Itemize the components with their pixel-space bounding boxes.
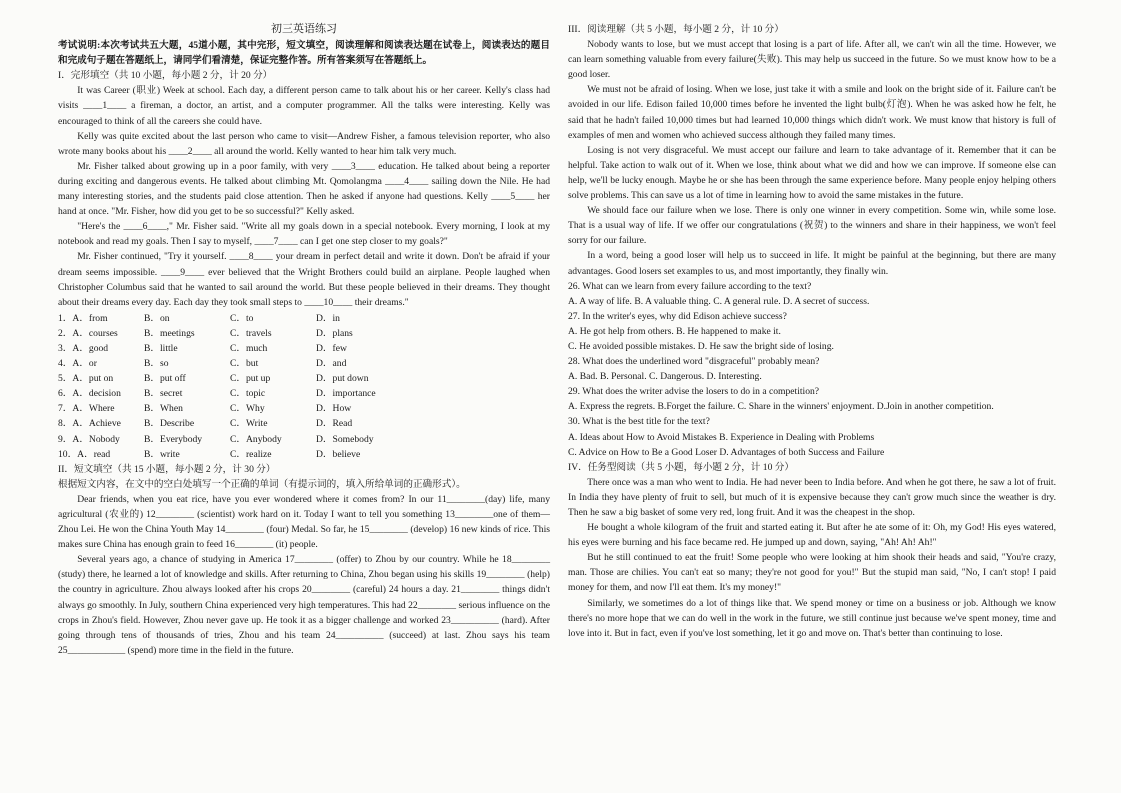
option: B．meetings <box>144 327 195 339</box>
task-paragraph: Similarly, we sometimes do a lot of things like that. We spend money or time on a business or job. Although we know there's no more hope that we can do well in the work in the future, we still continue just because we've spent money, time and love into it. But in fact, even if you've lost something, let it go and move on. That's better than continuing to lose. <box>568 597 1056 639</box>
option: 5．A．put on <box>58 373 114 385</box>
exam-instructions: 考试说明:本次考试共五大题，45道小题，其中完形，短文填空，阅读理解和阅读表达题在试卷上，阅读表达的题目和完成句子题在答题纸上，请同学们看清楚，保证完整作答。所有答案须写在答题纸上。 <box>58 40 550 67</box>
option: C．much <box>230 342 268 354</box>
cloze-paragraph: Mr. Fisher talked about growing up in a poor family, with very ____3____ education. He talked about being a reporter during exciting and dangerous events. He talked about climbing Mt. Qomolangma ____4____ sailing down the Nile. He had many interesting stories, and the students paid close attention. Then he asked if anyone had questions. Kelly ____5____ her hand at once. "Mr. Fisher, how did you get to be so successful?" Kelly asked. <box>58 160 550 218</box>
option: D．How <box>316 403 352 415</box>
question-line: A. Express the regrets. B.Forget the failure. C. Share in the winners' enjoyment. D.Join in another competition. <box>568 401 994 413</box>
option: 6．A．decision <box>58 388 121 400</box>
question-line: A. Ideas about How to Avoid Mistakes B. Experience in Dealing with Problems <box>568 431 875 443</box>
question-line: C. He avoided possible mistakes. D. He saw the bright side of losing. <box>568 340 834 352</box>
cloze-paragraph: Mr. Fisher continued, "Try it yourself. ____8____ your dream in perfect detail and write it down. Don't be afraid if your dream seems impossible. ____9____ ever believed that the Wright Brothers could build an airplane. People laughed when Christopher Columbus said that he wanted to sail around the world. But these people believed in their dreams. They thought about their dreams every day. Each day they took small steps to ____10____ their dreams." <box>58 251 550 308</box>
question-line: A. A way of life. B. A valuable thing. C. A general rule. D. A secret of success. <box>568 295 870 307</box>
option: D．put down <box>316 373 369 385</box>
option: D．importance <box>316 388 376 400</box>
option: C．Why <box>230 403 265 415</box>
reading-paragraph: Losing is not very disgraceful. We must accept our failure and learn to take advantage of it. Remember that it can be helpful. Take action to walk out of it. When we lose, think about what we did and how we can improve. If someone else can help, we'll be lucky enough. Maybe he or she has been through the same experience before. Many people enjoy helping others solve problems. This can save us a lot of time in learning how to avoid the same mistakes in the future. <box>568 144 1056 202</box>
page-title: 初三英语练习 <box>271 23 337 35</box>
left-column <box>58 22 550 658</box>
option: C．but <box>230 358 259 370</box>
option: 3．A．good <box>58 342 109 354</box>
option: C．to <box>230 312 254 324</box>
right-column <box>568 22 1056 641</box>
question-line: 28. What does the underlined word "disgraceful" probably mean? <box>568 356 820 368</box>
option: B．When <box>144 403 183 415</box>
option: C．Write <box>230 418 268 430</box>
task-paragraph: But he still continued to eat the fruit! Some people who were looking at him shook their heads and said, "You're crazy, man. Those are chilies. You can't eat so many; they're not good for you!" But the stupid man said, "No, I can't stop! I paid money for them, and now I'll eat them. It's my money!" <box>568 552 1056 594</box>
option: B．Everybody <box>144 433 203 445</box>
option: B．so <box>144 358 169 370</box>
option: C．realize <box>230 448 272 460</box>
question-line: A. Bad. B. Personal. C. Dangerous. D. Interesting. <box>568 371 762 383</box>
option: 2．A．courses <box>58 327 118 339</box>
reading-paragraph: In a word, being a good loser will help us to succeed in life. It might be painful at the beginning, but there are many advantages. Good losers set examples to us, and most importantly, they finally win. <box>568 250 1056 277</box>
option: D．few <box>316 342 347 354</box>
option: 7．A．Where <box>58 403 115 415</box>
option: D．plans <box>316 327 353 339</box>
reading-heading: III．阅读理解（共 5 小题，每小题 2 分，计 10 分） <box>568 24 784 35</box>
option-row <box>58 311 550 326</box>
option: 8．A．Achieve <box>58 418 121 430</box>
question-line: 27. In the writer's eyes, why did Edison achieve success? <box>568 310 787 322</box>
cloze-options <box>58 311 550 462</box>
option-row <box>58 432 550 447</box>
option: B．Describe <box>144 418 195 430</box>
option: B．write <box>144 448 180 460</box>
question-line: 26. What can we learn from every failure according to the text? <box>568 280 812 292</box>
option: D．believe <box>316 448 361 460</box>
option: C．put up <box>230 373 271 385</box>
reading-paragraph: We should face our failure when we lose. There is only one winner in every competition. Some win, while some lose. That is a usual way of life. If we offer our congratulations (祝贺) to the winners and share in their happiness, we won't feel sorry for our failure. <box>568 205 1056 247</box>
option-row <box>58 326 550 341</box>
option-row <box>58 386 550 401</box>
option-row <box>58 341 550 356</box>
fill-paragraph: Several years ago, a chance of studying in America 17________ (offer) to Zhou by our country. While he 18________ (study) there, he learned a lot of knowledge and skills. After returning to China, Zhou began using his skills 19________ (help) the country in agriculture. Zhou always looked after his crops 20________ (careful) 24 hours a day. 21________ things didn't always go smoothly. In July, southern China experienced very high temperatures. This had 22________ serious influence on the crops in Zhou's field. However, Zhou never gave up. He took it as a bigger challenge and worked 23__________ (hard). After going through tens of thousands of tries, Zhou and his team 24__________ (succeed) at last. Zhou says his team 25____________ (spend) more time in the field in the future. <box>58 554 550 656</box>
option-row <box>58 401 550 416</box>
option: 9．A．Nobody <box>58 433 120 445</box>
task-paragraph: He bought a whole kilogram of the fruit and started eating it. But after he ate some of it: Oh, my God! His eyes watered, his eyes were burning and his face became red. He jumped up and down, saying, "Ah! Ah! Ah!" <box>568 522 1056 549</box>
cloze-heading: I．完形填空（共 10 小题，每小题 2 分，计 20 分） <box>58 70 273 82</box>
task-paragraph: There once was a man who went to India. He had never been to India before. And when he got there, he saw a lot of fruit. In India they have plenty of fruit to sell, but much of it is expensive because they can't grow much since the weather is dry. Then he saw a big basket of some very red, long fruit. And it was the cheapest in the shop. <box>568 476 1056 518</box>
option-row <box>58 447 550 462</box>
fill-heading: II．短文填空（共 15 小题，每小题 2 分，计 30 分） <box>58 463 276 475</box>
option: 4．A．or <box>58 358 97 370</box>
question-line: 30. What is the best title for the text? <box>568 416 710 428</box>
option: B．secret <box>144 388 183 400</box>
option: B．little <box>144 342 178 354</box>
option: D．Somebody <box>316 433 374 445</box>
question-line: A. He got help from others. B. He happened to make it. <box>568 325 781 337</box>
question-line: 29. What does the writer advise the losers to do in a competition? <box>568 386 820 398</box>
cloze-paragraph: It was Career (职业) Week at school. Each day, a different person came to talk about his or her career. Kelly's class had visits ____1____ a fireman, a doctor, an artist, and a computer programmer. All the talks were interesting. Kelly was encouraged to think of all the careers she could have. <box>58 85 550 127</box>
reading-paragraph: We must not be afraid of losing. When we lose, just take it with a smile and look on the bright side of it. Failure can't be avoided in our life. Edison failed 10,000 times before he invented the light bulb(灯泡). When he was asked how he felt, he said that he hadn't failed 10,000 times but had learned 10,000 things which didn't work. We must know that history is full of examples of men and women who achieved success although they failed many times. <box>568 84 1056 141</box>
option: C．travels <box>230 327 272 339</box>
option-row <box>58 356 550 371</box>
task-heading: IV．任务型阅读（共 5 小题，每小题 2 分，计 10 分） <box>568 461 794 473</box>
option: C．topic <box>230 388 266 400</box>
fill-paragraph: Dear friends, when you eat rice, have you ever wondered where it comes from? In our 11________(day) life, many agricultural (农业的) 12________ (scientist) work hard on it. Today I want to tell you something 13________one of them—Zhou Lei. He won the China Youth May 14________ (four) Medal. So far, he 15________ (develop) 16 new kinds of rice. This makes sure China has enough grain to feed 16________ (it) people. <box>58 493 550 551</box>
option: C．Anybody <box>230 433 282 445</box>
option: B．put off <box>144 373 186 385</box>
question-line: C. Advice on How to Be a Good Loser D. Advantages of both Success and Failure <box>568 446 885 458</box>
fill-instruction: 根据短文内容，在文中的空白处填写一个正确的单词（有提示词的，填入所给单词的正确形式）。 <box>58 478 466 490</box>
option: 1．A．from <box>58 312 108 324</box>
cloze-paragraph: Kelly was quite excited about the last person who came to visit—Andrew Fisher, a famous television reporter, who also wrote many books about his ____2____ all around the world. Kelly wanted to hear him talk very much. <box>58 130 550 157</box>
option: D．in <box>316 312 340 324</box>
option: 10．A．read <box>58 448 111 460</box>
option-row <box>58 371 550 386</box>
cloze-paragraph: "Here's the ____6____," Mr. Fisher said. "Write all my goals down in a special notebook. Every morning, I look at my notebook and read my goals. Then I say to myself, ____7____ can I get one step closer to my goals?" <box>58 221 550 248</box>
reading-questions <box>568 279 1056 460</box>
reading-paragraph: Nobody wants to lose, but we must accept that losing is a part of life. After all, we can't win all the time. However, we can learn something valuable from every failure(失败). This may help us succeed in the future. So we must know how to be a good loser. <box>568 39 1056 81</box>
option: D．Read <box>316 418 353 430</box>
option-row <box>58 416 550 431</box>
option: D．and <box>316 358 347 370</box>
option: B．on <box>144 312 170 324</box>
